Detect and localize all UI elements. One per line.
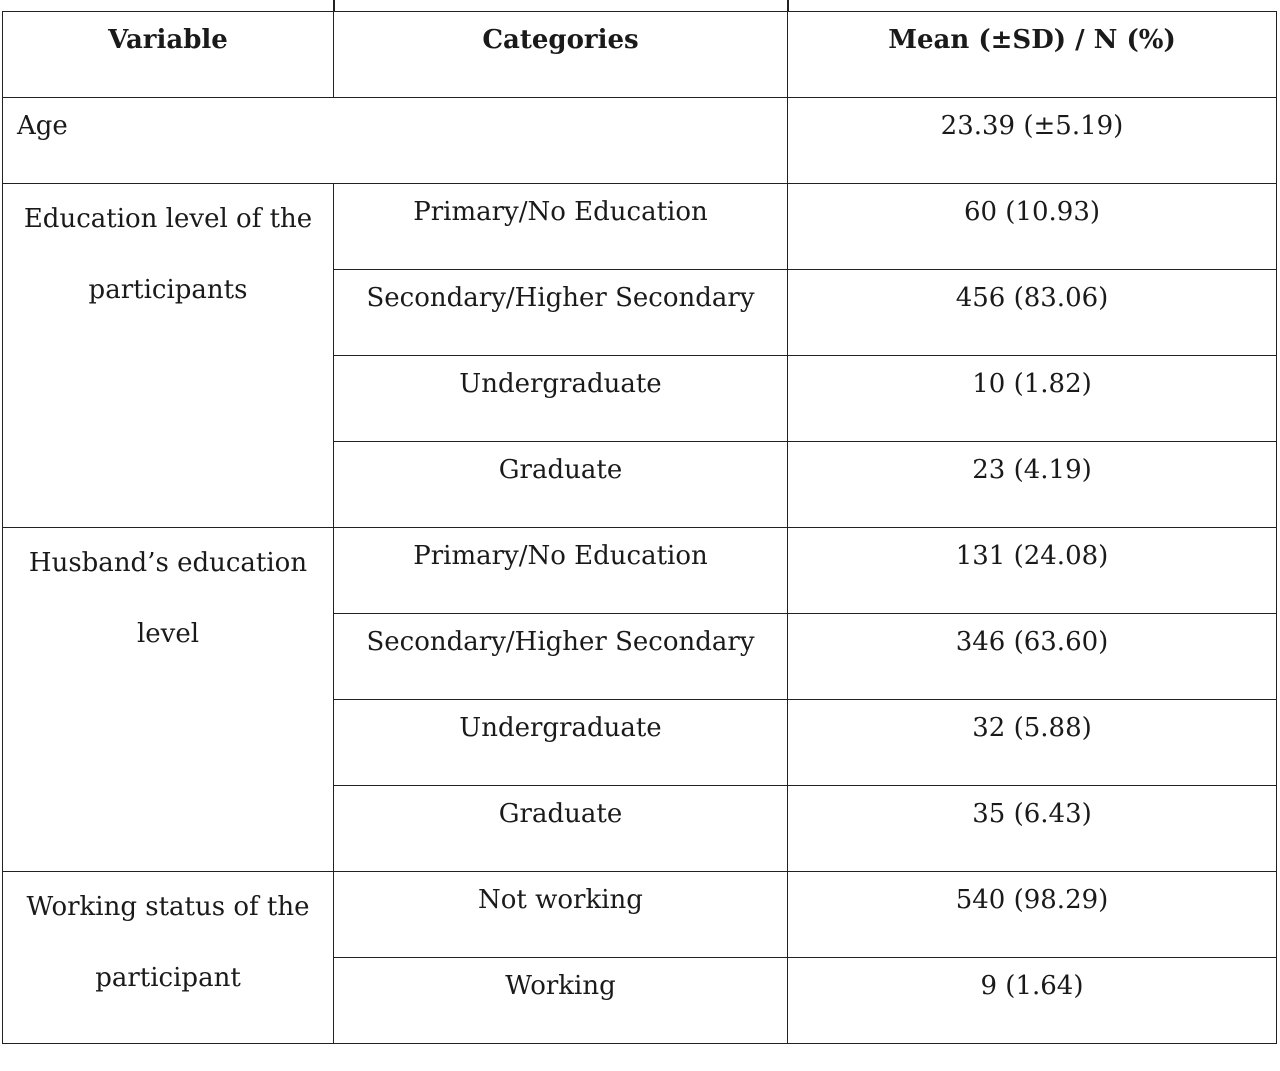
variable-cell-working-status: Working status of the participant: [3, 872, 334, 1044]
demographics-table: [2, 11, 1277, 1044]
age-value-cell: 23.39 (±5.19): [788, 98, 1277, 184]
header-categories: Categories: [334, 12, 788, 98]
header-mean-n: Mean (±SD) / N (%): [788, 12, 1277, 98]
category-cell: Graduate: [334, 442, 788, 528]
value-cell: 35 (6.43): [788, 786, 1277, 872]
table-row-age: [3, 98, 1277, 184]
category-cell: Undergraduate: [334, 700, 788, 786]
category-cell: Undergraduate: [334, 356, 788, 442]
table-row: [3, 528, 1277, 614]
table-row: [3, 872, 1277, 958]
category-cell: Primary/No Education: [334, 528, 788, 614]
category-cell: Graduate: [334, 786, 788, 872]
category-cell: Working: [334, 958, 788, 1044]
value-cell: 131 (24.08): [788, 528, 1277, 614]
age-label-cell: Age: [3, 98, 788, 184]
category-cell: Secondary/Higher Secondary: [334, 614, 788, 700]
value-cell: 540 (98.29): [788, 872, 1277, 958]
variable-cell-husband-education: Husband’s education level: [3, 528, 334, 872]
variable-cell-education: Education level of the participants: [3, 184, 334, 528]
header-variable: Variable: [3, 12, 334, 98]
header-row: [3, 12, 1277, 98]
value-cell: 10 (1.82): [788, 356, 1277, 442]
category-cell: Primary/No Education: [334, 184, 788, 270]
value-cell: 456 (83.06): [788, 270, 1277, 356]
value-cell: 60 (10.93): [788, 184, 1277, 270]
value-cell: 23 (4.19): [788, 442, 1277, 528]
category-cell: Not working: [334, 872, 788, 958]
category-cell: Secondary/Higher Secondary: [334, 270, 788, 356]
table-row: [3, 184, 1277, 270]
value-cell: 9 (1.64): [788, 958, 1277, 1044]
value-cell: 346 (63.60): [788, 614, 1277, 700]
value-cell: 32 (5.88): [788, 700, 1277, 786]
